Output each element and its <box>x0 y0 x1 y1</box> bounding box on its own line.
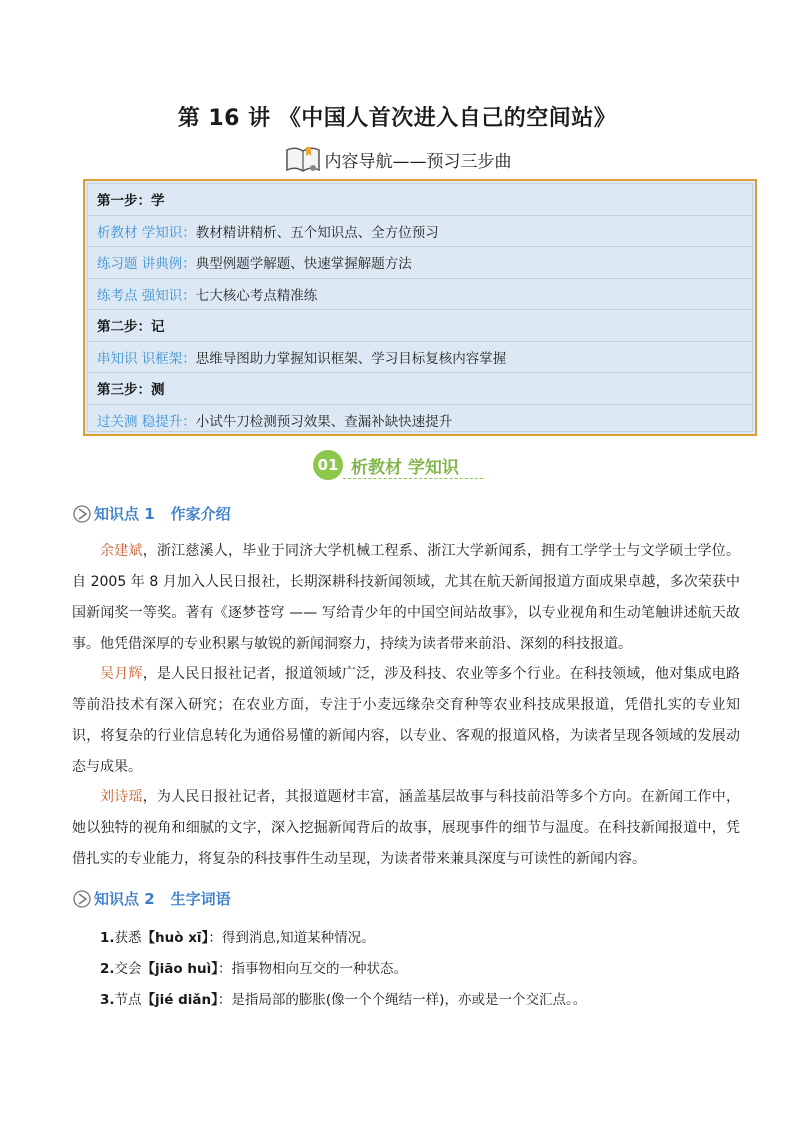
nav-desc: 教材精讲精析、五个知识点、全方位预习 <box>195 224 439 241</box>
page-title: 第 16 讲 《中国人首次进入自己的空间站》 <box>177 106 617 131</box>
nav-key: 练习题 讲典例： <box>97 256 196 273</box>
nav-item-row <box>88 342 752 374</box>
knowledge-point-2-heading <box>72 888 231 909</box>
author-paragraph <box>72 782 740 875</box>
vocab-pinyin: 【jié diǎn】 <box>141 992 218 1008</box>
author-bio: ，是人民日报社记者，报道领域广泛，涉及科技、农业等多个行业。在科技领域，他对集成电路等前沿技术有深入研究；在农业方面，专注于小麦远缘杂交育种等农业科技成果报道，凭借扎实的专业知识，将复杂的行业信息转化为通俗易懂的新闻内容，以专业、客观的报道风格，为读者呈现各领域的发展动态与成果。 <box>72 666 741 775</box>
arrow-circle-icon <box>72 889 92 909</box>
section-underline <box>343 478 483 479</box>
knowledge-point-1-heading <box>72 503 231 524</box>
nav-key: 串知识 识框架： <box>97 350 196 367</box>
nav-key: 练考点 强知识： <box>97 287 196 304</box>
step-label: 第三步：测 <box>97 382 165 399</box>
kp-label: 知识点 2 <box>94 890 155 908</box>
subtitle <box>0 144 794 174</box>
nav-step-row <box>88 373 752 405</box>
vocab-def: ：得到消息,知道某种情况。 <box>208 930 375 946</box>
vocab-pinyin: 【huò xī】 <box>141 930 209 946</box>
nav-step-row <box>88 310 752 342</box>
nav-desc: 思维导图助力掌握知识框架、学习目标复核内容掌握 <box>195 350 507 367</box>
author-name: 吴月辉 <box>100 666 143 682</box>
kp-title: 作家介绍 <box>170 505 231 523</box>
nav-item-row <box>88 279 752 311</box>
arrow-circle-icon <box>72 504 92 524</box>
author-bio: ，为人民日报社记者，其报道题材丰富，涵盖基层故事与科技前沿等多个方向。在新闻工作中，她以独特的视角和细腻的文字，深入挖掘新闻背后的故事，展现事件的细节与温度。在科技新闻报道中，凭借扎实的专业能力，将复杂的科技事件生动呈现，为读者带来兼具深度与可读性的新闻内容。 <box>72 789 741 867</box>
nav-desc: 七大核心考点精准练 <box>195 287 318 304</box>
vocab-def: ：指事物相向互交的一种状态。 <box>217 961 407 977</box>
navigation-rows <box>87 183 753 432</box>
kp-label: 知识点 1 <box>94 505 155 523</box>
nav-desc: 小试牛刀检测预习效果、查漏补缺快速提升 <box>195 414 453 431</box>
nav-item-row <box>88 247 752 279</box>
step-label: 第二步：记 <box>97 319 165 336</box>
step-label: 第一步：学 <box>97 193 165 210</box>
vocab-item <box>100 926 375 946</box>
author-bio: ，浙江慈溪人，毕业于同济大学机械工程系、浙江大学新闻系，拥有工学学士与文学硕士学位。自 2005 年 8 月加入人民日报社，长期深耕科技新闻领域，尤其在航天新闻报道方面成果卓越，多次荣获中国新闻奖一等奖。著有《逐梦苍穹 —— 写给青少年的中国空间站故事》，以专业视角和生动笔触讲述航天故事。他凭借深厚的专业积累与敏锐的新闻洞察力，持续为读者带来前沿、深刻的科技报道。 <box>72 543 741 652</box>
vocab-num: 1. <box>100 930 115 946</box>
vocab-def: ：是指局部的膨胀(像一个个绳结一样)，亦或是一个交汇点。。 <box>217 992 587 1008</box>
author-name: 余建斌 <box>100 543 143 559</box>
vocab-word: 交会 <box>114 961 142 977</box>
nav-desc: 典型例题学解题、快速掌握解题方法 <box>195 256 412 273</box>
vocab-num: 2. <box>100 961 115 977</box>
section-number: 01 <box>313 450 343 480</box>
nav-key: 过关测 稳提升： <box>97 414 196 431</box>
author-paragraph <box>72 659 740 783</box>
author-paragraph <box>72 536 740 660</box>
vocab-word: 节点 <box>114 992 142 1008</box>
vocab-num: 3. <box>100 992 115 1008</box>
subtitle-text: 内容导航——预习三步曲 <box>324 151 512 172</box>
content-navigation-box <box>83 179 757 436</box>
nav-item-row <box>88 216 752 248</box>
nav-key: 析教材 学知识： <box>97 224 196 241</box>
section-badge <box>313 450 459 480</box>
vocab-item <box>100 988 586 1008</box>
vocab-item <box>100 957 407 977</box>
author-name: 刘诗瑶 <box>100 789 143 805</box>
book-icon <box>283 144 323 174</box>
kp-title: 生字词语 <box>170 890 231 908</box>
section-label: 析教材 学知识 <box>351 457 459 478</box>
nav-step-row <box>88 184 752 216</box>
nav-item-row <box>88 405 752 437</box>
vocab-pinyin: 【jiāo huì】 <box>141 961 218 977</box>
vocab-word: 获悉 <box>114 930 142 946</box>
